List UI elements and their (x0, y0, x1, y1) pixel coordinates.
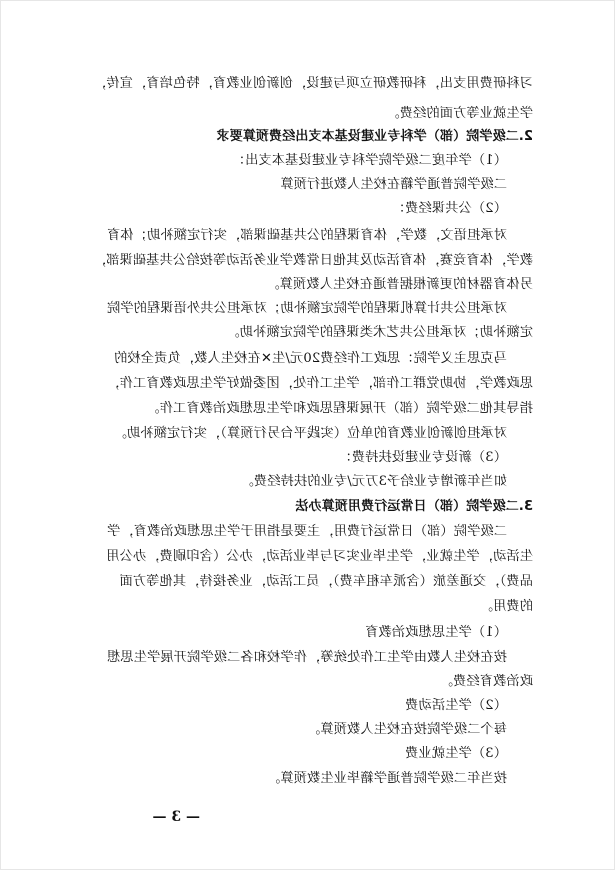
text-line: （2）公共课经费： (391, 201, 507, 216)
text-line: 二级学院（部）日常运行费用，主要是指用于学生思想政治教育，学 (106, 524, 507, 539)
text-line: （2）学生活动费 (405, 698, 507, 713)
text-line: （1）学生思想政治教育 (365, 625, 507, 640)
text-line: 的费用。 (479, 599, 533, 614)
text-line: （3）新设专业建设扶持费： (338, 450, 507, 465)
text-line: 马克思主义学院：思政工作经费20元/生✕在校生人数，负责全校的 (114, 351, 507, 366)
text-line: 每个二级学院按在校生人数预算。 (306, 722, 507, 737)
text-line: 品费），交通差旅（含派车租车费），员工活动，业务接待，其他等方面 (119, 574, 533, 589)
text-line: 生活动，学生就业，学生毕业实习与毕业活动，办公（含印刷费，办公用 (106, 549, 533, 564)
text-line: 定额补助；对承担公共艺术类课程的学院定额补助。 (226, 325, 533, 340)
text-line: 教学，体育竞赛，体育活动及其他日常教学业务活动等按给公共基础课部， (92, 253, 533, 268)
text-line: 思政教学，协助党群工作部，学生工作处，团委做好学生思政教育工作， (106, 376, 533, 391)
text-line: 按在校生人数由学生工作处统筹，作学校和各二级学院开展学生思想 (106, 650, 507, 665)
text-line: 指导其他二级学院（部）开展课程思政和学生思想政治教育工作。 (146, 401, 533, 416)
text-line: （3）学生就业费 (405, 746, 507, 761)
text-line: 对承担语文，数学，体育课程的公共基础课部，实行定额补助；体育 (106, 228, 507, 243)
section-heading: 2.二级学院（部）学科专业建设基本支出经费预算要求 (216, 129, 533, 144)
text-line: 另体育器材的更新根据普通在校生人数预算。 (266, 277, 533, 292)
text-line: 按当年二级学院普通学籍毕业生数预算。 (266, 771, 507, 786)
text-line: 如当年新增专业给予3万元/专业的扶持经费。 (240, 474, 507, 489)
text-line: 对承担创新创业教育的单位（实践平台另行预算），实行定额补助。 (113, 426, 507, 441)
text-line: 二级学院普通学籍在校生人数进行预算 (280, 177, 507, 192)
text-line: 对承担公共计算机课程的学院定额补助；对承担公共外语课程的学院 (106, 301, 507, 316)
text-line: （1）学年度二级学院学科专业建设基本支出： (231, 153, 507, 168)
text-line: 学生就业等方面的经费。 (386, 106, 533, 121)
section-heading: 3.二级学院（部）日常运行费用预算办法 (295, 499, 533, 514)
page-number: — 3 — (152, 809, 200, 825)
text-line: 政治教育经费。 (439, 674, 533, 689)
text-line: 习科研费用支出，科研教研立项与建设，创新创业教育，特色培育，宣传， (92, 76, 533, 91)
